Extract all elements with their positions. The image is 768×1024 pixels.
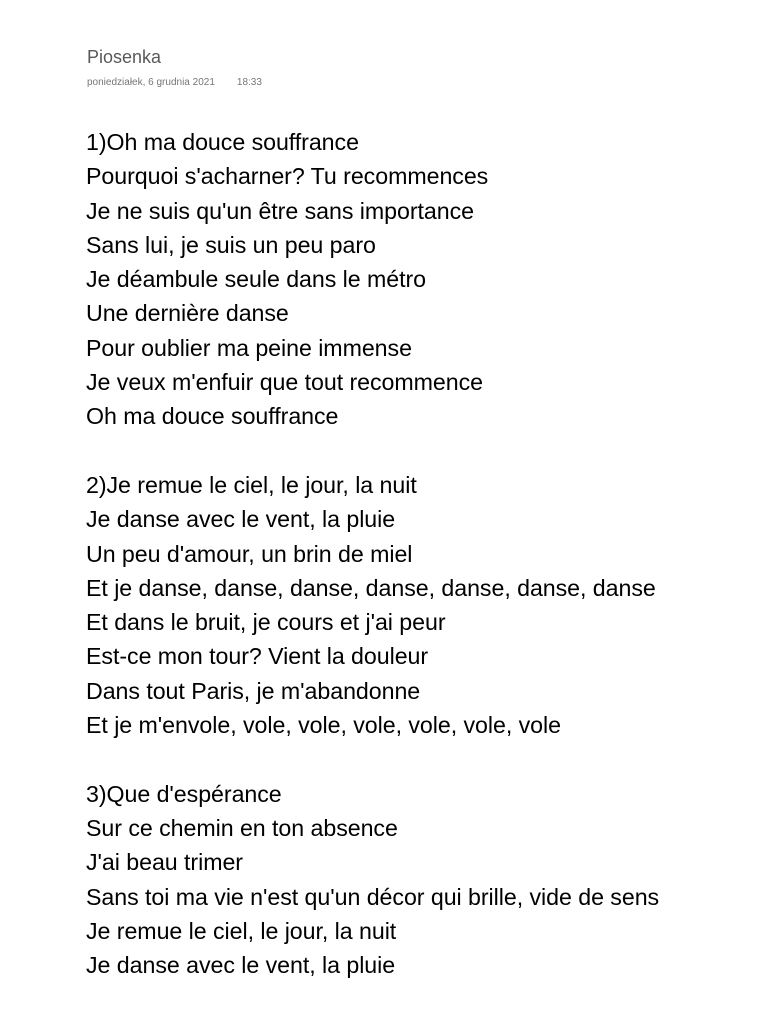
lyric-line: Sur ce chemin en ton absence (86, 814, 398, 841)
lyric-line: J'ai beau trimer (86, 849, 243, 876)
lyric-line: Je remue le ciel, le jour, la nuit (86, 917, 397, 944)
lyric-line: Sans toi ma vie n'est qu'un décor qui brille, vide de sens (86, 883, 660, 910)
page-time: 18:33 (236, 77, 262, 88)
page-title: Piosenka (87, 47, 162, 67)
lyric-line: Je danse avec le vent, la pluie (86, 952, 396, 979)
lyric-line: Oh ma douce souffrance (86, 403, 339, 430)
lyric-line: 2)Je remue le ciel, le jour, la nuit (86, 471, 417, 498)
lyric-line: Je veux m'enfuir que tout recommence (86, 369, 484, 396)
lyric-line: 1)Oh ma douce souffrance (86, 129, 359, 155)
lyric-line: 3)Que d'espérance (86, 780, 282, 807)
lyric-line: Pour oublier ma peine immense (86, 334, 412, 361)
lyric-line: Et dans le bruit, je cours et j'ai peur (86, 609, 446, 636)
lyrics-body (86, 125, 766, 1017)
lyric-line: Sans lui, je suis un peu paro (86, 231, 376, 258)
lyric-line: Je danse avec le vent, la pluie (86, 506, 396, 533)
page-date: poniedziałek, 6 grudnia 2021 (87, 77, 215, 88)
lyric-line: Dans tout Paris, je m'abandonne (86, 677, 421, 704)
lyric-line: Je déambule seule dans le métro (86, 266, 427, 293)
lyric-line: Est-ce mon tour? Vient la douleur (86, 643, 429, 670)
lyric-line: Une dernière danse (86, 300, 289, 327)
stanza-2 (86, 468, 766, 742)
stanza-3 (86, 777, 766, 983)
lyric-line: Un peu d'amour, un brin de miel (86, 540, 413, 567)
lyric-line: Je ne suis qu'un être sans importance (86, 197, 474, 224)
lyric-line: Pourquoi s'acharner? Tu recommences (86, 163, 489, 190)
page-timestamp (87, 76, 262, 89)
lyric-line: Et je danse, danse, danse, danse, danse, danse, danse (86, 574, 656, 601)
stanza-1 (86, 125, 766, 434)
lyric-line: Et je m'envole, vole, vole, vole, vole, vole, vole (86, 712, 561, 739)
